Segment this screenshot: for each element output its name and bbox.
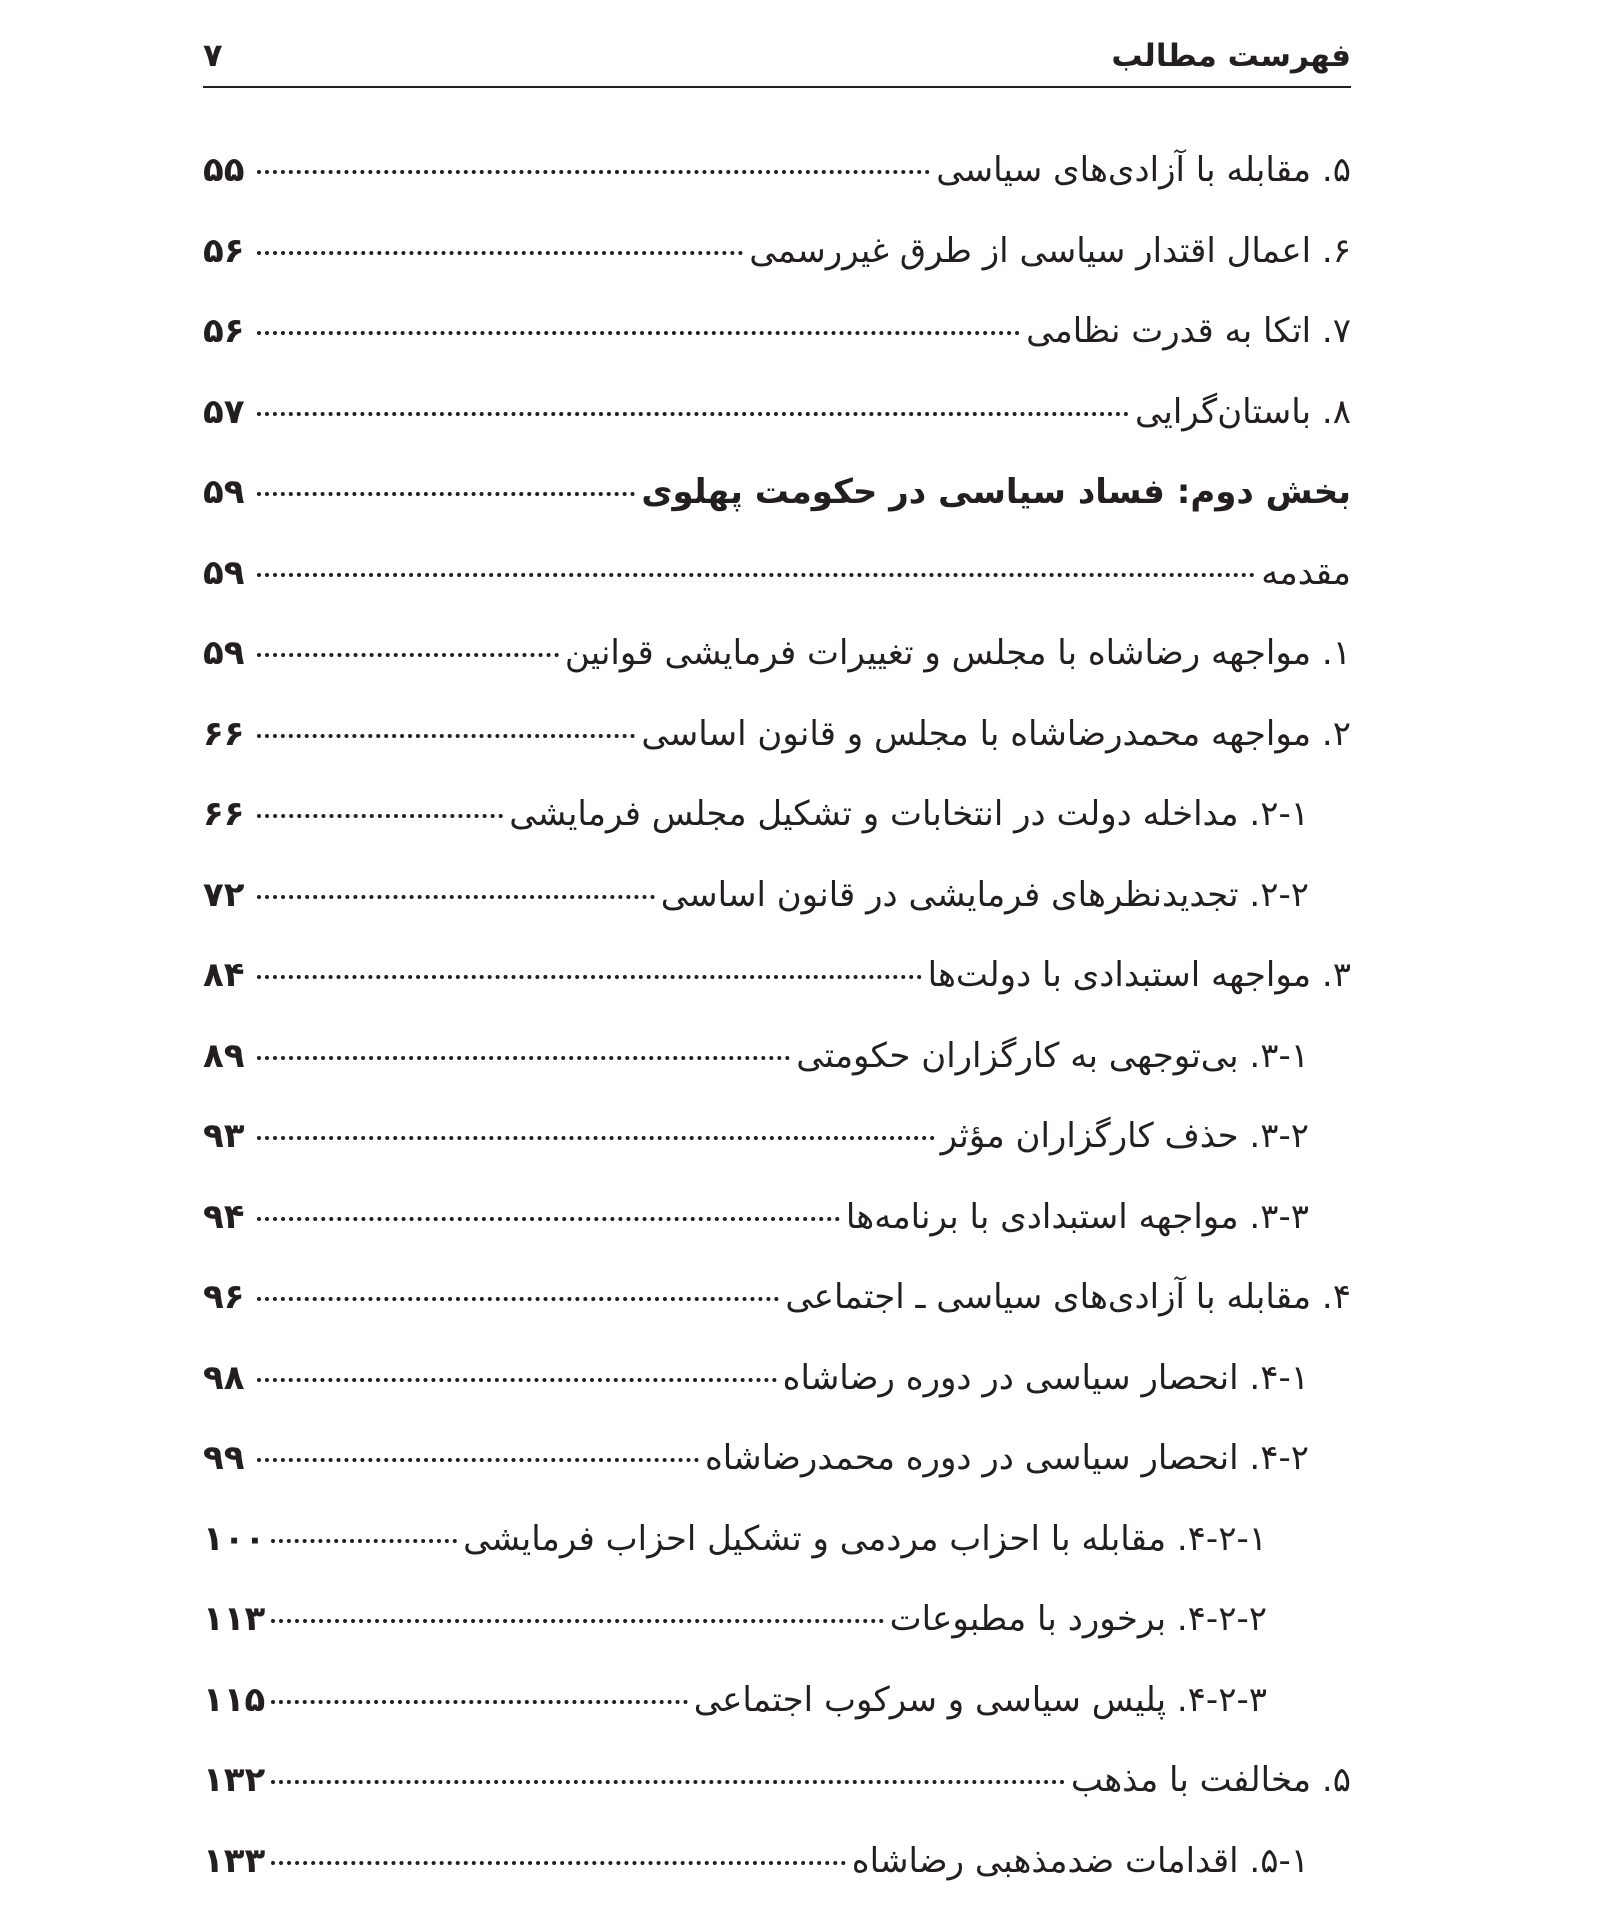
toc-entry (203, 774, 1351, 855)
toc-entry-page: ۱۱۵ (203, 1679, 266, 1720)
toc-entry-page: ۸۹ (203, 1035, 245, 1076)
toc-entry-page: ۵۹ (203, 633, 245, 673)
toc-entry-page: ۷۲ (203, 874, 245, 915)
toc-entry-page: ۹۶ (203, 1277, 245, 1317)
toc-entry (203, 1418, 1351, 1499)
toc-entry-label: ۸. باستان‌گرایی (1135, 391, 1351, 432)
dot-leader (257, 895, 655, 899)
dot-leader (257, 412, 1129, 416)
toc-entry-label: ۴-۲-۳. پلیس سیاسی و سرکوب اجتماعی (693, 1679, 1267, 1720)
table-of-contents (203, 130, 1351, 1901)
running-title: فهرست مطالب (1111, 38, 1351, 74)
toc-entry-label: ۲. مواجهه محمدرضاشاه با مجلس و قانون اساسی (641, 713, 1351, 754)
toc-entry (203, 1579, 1351, 1660)
toc-entry-page: ۹۸ (203, 1357, 245, 1398)
toc-entry (203, 935, 1351, 1016)
toc-entry-label: ۵-۱. اقدامات ضدمذهبی رضاشاه (851, 1840, 1309, 1881)
toc-entry-page: ۵۷ (203, 391, 245, 432)
dot-leader (271, 1539, 457, 1543)
dot-leader (257, 251, 743, 255)
toc-entry-label: ۶. اعمال اقتدار سیاسی از طرق غیررسمی (749, 230, 1351, 271)
toc-entry-label: ۲-۱. مداخله دولت در انتخابات و تشکیل مجلس فرمایشی (509, 794, 1309, 834)
toc-entry-page: ۵۹ (203, 472, 245, 512)
toc-entry (203, 291, 1351, 372)
toc-entry-page: ۵۶ (203, 311, 245, 351)
toc-entry (203, 855, 1351, 936)
toc-entry-label: ۴. مقابله با آزادی‌های سیاسی ـ اجتماعی (785, 1277, 1351, 1317)
toc-entry-page: ۹۳ (203, 1116, 245, 1156)
toc-entry (203, 372, 1351, 453)
dot-leader (257, 814, 503, 818)
toc-entry (203, 694, 1351, 775)
dot-leader (271, 1700, 688, 1704)
toc-entry-label: ۴-۲-۲. برخورد با مطبوعات (889, 1599, 1267, 1639)
dot-leader (271, 1861, 846, 1865)
dot-leader (257, 1136, 935, 1140)
toc-part-heading (203, 452, 1351, 533)
toc-entry (203, 211, 1351, 292)
toc-entry-page: ۱۰۰ (203, 1518, 266, 1559)
toc-entry-page: ۱۱۳ (203, 1599, 266, 1639)
toc-entry (203, 1499, 1351, 1580)
toc-entry-label: ۲-۲. تجدیدنظرهای فرمایشی در قانون اساسی (660, 874, 1309, 915)
toc-entry-page: ۹۴ (203, 1196, 245, 1237)
toc-entry-page: ۸۴ (203, 955, 245, 995)
toc-entry (203, 1177, 1351, 1258)
toc-entry-label: ۷. اتکا به قدرت نظامی (1026, 311, 1351, 351)
dot-leader (257, 492, 635, 496)
dot-leader (257, 1056, 790, 1060)
toc-entry-label: مقدمه (1261, 552, 1351, 593)
toc-entry-label: ۳. مواجهه استبدادی با دولت‌ها (927, 955, 1351, 995)
toc-entry (203, 1338, 1351, 1419)
dot-leader (257, 975, 922, 979)
dot-leader (257, 170, 930, 174)
dot-leader (257, 331, 1020, 335)
toc-entry (203, 1660, 1351, 1741)
toc-entry-label: ۱. مواجهه رضاشاه با مجلس و تغییرات فرمایشی قوانین (564, 633, 1351, 673)
book-page (203, 0, 1351, 1930)
dot-leader (271, 1619, 883, 1623)
dot-leader (257, 1297, 779, 1301)
toc-entry-page: ۶۶ (203, 713, 245, 754)
dot-leader (257, 573, 1255, 577)
toc-entry-label: ۳-۳. مواجهه استبدادی با برنامه‌ها (845, 1196, 1309, 1237)
running-header (203, 30, 1351, 88)
toc-entry-label: ۵. مخالفت با مذهب (1070, 1760, 1351, 1800)
toc-entry-label: ۴-۱. انحصار سیاسی در دوره رضاشاه (782, 1357, 1309, 1398)
toc-entry-label: ۴-۲-۱. مقابله با احزاب مردمی و تشکیل احزاب فرمایشی (463, 1518, 1267, 1559)
toc-entry-page: ۶۶ (203, 794, 245, 834)
toc-entry (203, 1257, 1351, 1338)
toc-entry-label: ۳-۲. حذف کارگزاران مؤثر (940, 1116, 1309, 1156)
toc-entry (203, 613, 1351, 694)
dot-leader (257, 653, 559, 657)
toc-entry-label: ۵. مقابله با آزادی‌های سیاسی (936, 150, 1351, 190)
toc-entry (203, 1096, 1351, 1177)
page-number: ۷ (203, 36, 223, 74)
dot-leader (257, 1378, 777, 1382)
toc-entry-page: ۵۵ (203, 150, 245, 190)
toc-entry (203, 1821, 1351, 1902)
dot-leader (271, 1780, 1065, 1784)
toc-entry-page: ۵۶ (203, 230, 245, 271)
dot-leader (257, 1217, 840, 1221)
toc-entry (203, 1740, 1351, 1821)
toc-entry-label: ۴-۲. انحصار سیاسی در دوره محمدرضاشاه (704, 1438, 1309, 1478)
dot-leader (257, 1458, 699, 1462)
toc-entry-page: ۹۹ (203, 1438, 245, 1478)
toc-entry-page: ۱۳۲ (203, 1760, 266, 1800)
toc-entry-label: بخش دوم: فساد سیاسی در حکومت پهلوی (641, 472, 1351, 512)
toc-entry-page: ۵۹ (203, 552, 245, 593)
dot-leader (257, 734, 635, 738)
toc-entry (203, 130, 1351, 211)
toc-entry-page: ۱۳۳ (203, 1840, 266, 1881)
toc-entry-label: ۳-۱. بی‌توجهی به کارگزاران حکومتی (796, 1035, 1309, 1076)
toc-entry (203, 1016, 1351, 1097)
toc-entry (203, 533, 1351, 614)
